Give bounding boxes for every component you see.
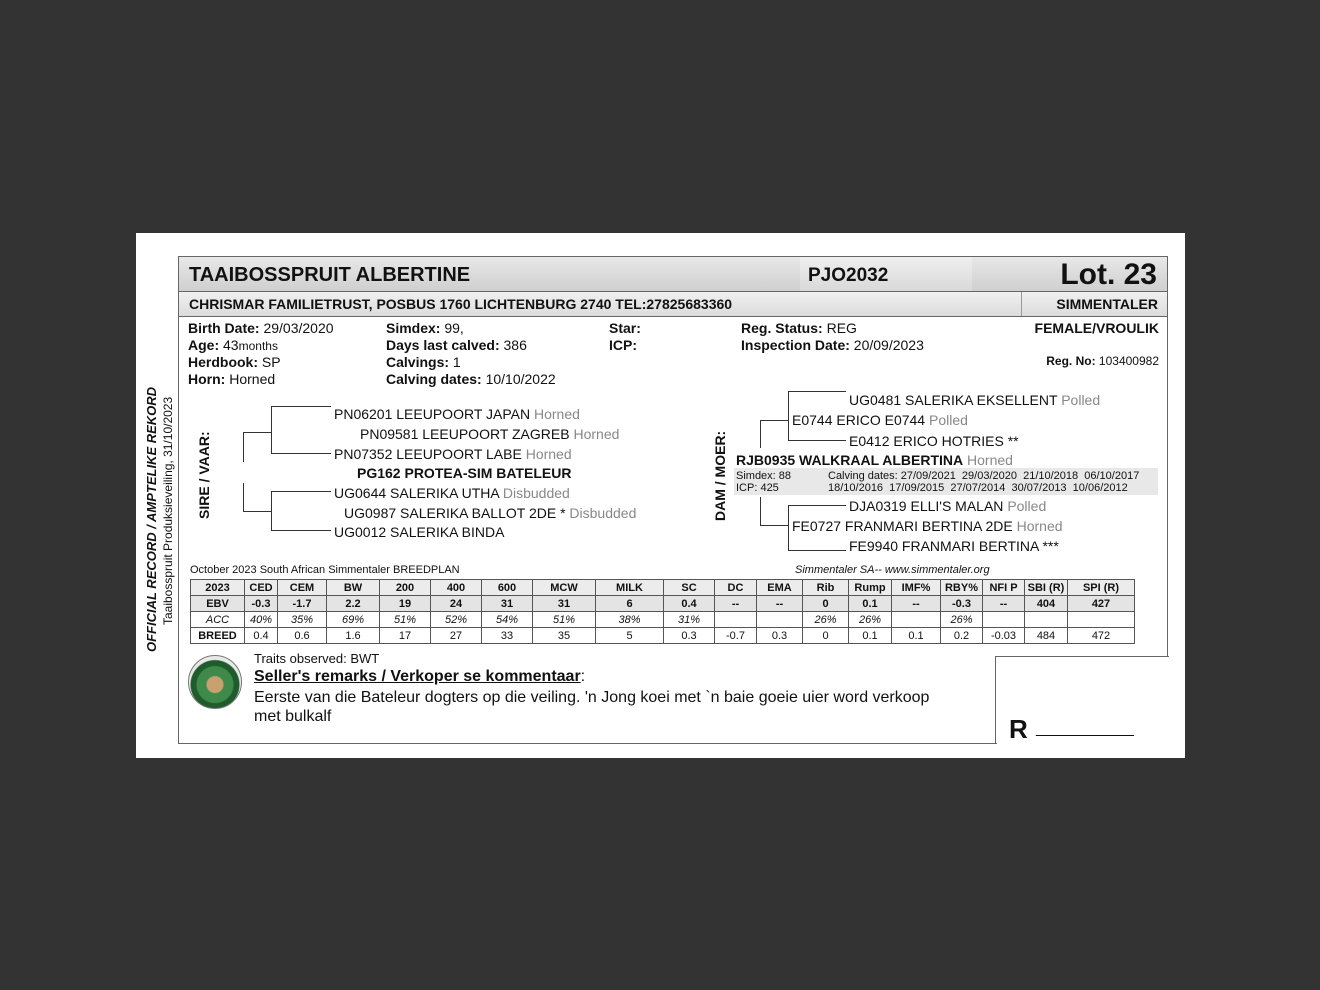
inspection-date: Inspection Date: 20/09/2023 bbox=[741, 337, 924, 353]
breedplan-breed-cell: 17 bbox=[380, 628, 431, 644]
breedplan-ebv-cell: 24 bbox=[431, 596, 482, 612]
breedplan-acc-cell bbox=[715, 612, 757, 628]
sire-dam-sire: UG0644 SALERIKA UTHA Disbudded bbox=[334, 485, 570, 501]
breedplan-ebv-row bbox=[191, 596, 1135, 612]
sire-line bbox=[271, 406, 331, 407]
breedplan-acc-cell bbox=[1025, 612, 1068, 628]
breedplan-header-cell: IMF% bbox=[892, 580, 941, 596]
simmentaler-sa-logo bbox=[188, 655, 242, 709]
breedplan-acc-cell bbox=[983, 612, 1025, 628]
breedplan-header-cell: SC bbox=[664, 580, 715, 596]
breedplan-breed-cell: 33 bbox=[482, 628, 533, 644]
owner-text: CHRISMAR FAMILIETRUST, POSBUS 1760 LICHTENBURG 2740 TEL:27825683360 bbox=[189, 296, 733, 312]
dam-icp: ICP: 425 bbox=[736, 482, 779, 494]
breedplan-header-cell: MILK bbox=[596, 580, 664, 596]
breedplan-acc-cell: 51% bbox=[380, 612, 431, 628]
breedplan-header-cell: Rib bbox=[803, 580, 849, 596]
icp-label: ICP: bbox=[609, 337, 637, 353]
breedplan-breed-cell: 35 bbox=[533, 628, 596, 644]
dam-line bbox=[788, 391, 789, 441]
breedplan-breed-cell: 0.4 bbox=[245, 628, 278, 644]
sire-line bbox=[243, 432, 244, 462]
breedplan-acc-cell: 31% bbox=[664, 612, 715, 628]
sire-name: PG162 PROTEA-SIM BATELEUR bbox=[357, 465, 572, 481]
breedplan-breed-cell: 0.1 bbox=[849, 628, 892, 644]
calving-dates: Calving dates: 10/10/2022 bbox=[386, 371, 556, 387]
sire-sire-dam: PN07352 LEEUPOORT LABE Horned bbox=[334, 446, 572, 462]
dam-line bbox=[788, 505, 846, 506]
simdex: Simdex: 99, bbox=[386, 320, 464, 336]
dam-calving-dates-1: Calving dates: 27/09/2021 29/03/2020 21/10/2018 06/10/2017 bbox=[828, 470, 1140, 482]
price-box-top bbox=[995, 656, 1169, 658]
breedplan-ebv-cell: 31 bbox=[482, 596, 533, 612]
price-box-left bbox=[995, 656, 996, 744]
remarks-line-1: Eerste van die Bateleur dogters op die veiling. 'n Jong koei met `n baie goeie uier word verkoop bbox=[254, 689, 930, 706]
dam-sire-sire: UG0481 SALERIKA EKSELLENT Polled bbox=[849, 392, 1101, 408]
breedplan-ebv-cell: -1.7 bbox=[278, 596, 327, 612]
breedplan-breed-cell: 472 bbox=[1068, 628, 1135, 644]
breedplan-ebv-cell: 0 bbox=[803, 596, 849, 612]
sex: FEMALE/VROULIK bbox=[1034, 320, 1159, 336]
sire-line bbox=[271, 406, 272, 454]
dam-simdex: Simdex: 88 bbox=[736, 470, 792, 482]
dam-sire: E0744 ERICO E0744 Polled bbox=[792, 412, 968, 428]
sire-line bbox=[243, 483, 244, 512]
sire-line bbox=[271, 453, 331, 454]
dam-line bbox=[788, 440, 846, 441]
star-label: Star: bbox=[609, 320, 641, 336]
dam-line bbox=[760, 420, 761, 448]
breedplan-ebv-cell: -0.3 bbox=[941, 596, 983, 612]
breedplan-acc-cell: 26% bbox=[941, 612, 983, 628]
breedplan-header-cell: Rump bbox=[849, 580, 892, 596]
breedplan-acc-cell: ACC bbox=[191, 612, 245, 628]
breedplan-header-cell: 600 bbox=[482, 580, 533, 596]
breedplan-header-cell: 400 bbox=[431, 580, 482, 596]
owner-bar bbox=[178, 292, 1168, 317]
dam-line bbox=[788, 505, 789, 551]
herdbook: Herdbook: SP bbox=[188, 354, 281, 370]
remarks-heading: Seller's remarks / Verkoper se kommentaar: bbox=[254, 668, 586, 685]
breedplan-ebv-cell: 6 bbox=[596, 596, 664, 612]
breedplan-breed-cell: 27 bbox=[431, 628, 482, 644]
sire-sire-sire: PN06201 LEEUPOORT JAPAN Horned bbox=[334, 406, 580, 422]
title-bar bbox=[178, 256, 1168, 292]
breedplan-breed-row bbox=[191, 628, 1135, 644]
breedplan-breed-cell: 0.1 bbox=[892, 628, 941, 644]
animal-id: PJO2032 bbox=[808, 265, 889, 286]
breedplan-breed-cell: 0.3 bbox=[757, 628, 803, 644]
price-currency: R bbox=[1009, 714, 1028, 744]
breed-name: SIMMENTALER bbox=[1056, 296, 1158, 312]
traits-observed: Traits observed: BWT bbox=[254, 651, 380, 666]
animal-name: TAAIBOSSPRUIT ALBERTINE bbox=[189, 264, 471, 286]
breedplan-acc-cell: 54% bbox=[482, 612, 533, 628]
breedplan-acc-cell bbox=[1068, 612, 1135, 628]
dam-calving-dates-2: 18/10/2016 17/09/2015 27/07/2014 30/07/2013 10/06/2012 bbox=[828, 482, 1128, 494]
breedplan-acc-cell: 69% bbox=[327, 612, 380, 628]
sire-line bbox=[271, 530, 331, 531]
breedplan-header-cell: NFI P bbox=[983, 580, 1025, 596]
breedplan-acc-cell: 40% bbox=[245, 612, 278, 628]
breedplan-acc-cell: 51% bbox=[533, 612, 596, 628]
owner-divider bbox=[1021, 292, 1022, 316]
remarks-line-2: met bulkalf bbox=[254, 708, 332, 725]
breedplan-header-cell: 200 bbox=[380, 580, 431, 596]
official-record-label: OFFICIAL RECORD / AMPTELIKE REKORD bbox=[144, 386, 159, 652]
calvings: Calvings: 1 bbox=[386, 354, 461, 370]
breedplan-breed-cell: 1.6 bbox=[327, 628, 380, 644]
breedplan-acc-cell bbox=[757, 612, 803, 628]
breedplan-ebv-cell: 0.4 bbox=[664, 596, 715, 612]
sire-dam: UG0987 SALERIKA BALLOT 2DE * Disbudded bbox=[344, 505, 637, 521]
breedplan-breed-cell: -0.03 bbox=[983, 628, 1025, 644]
dam-line bbox=[760, 420, 788, 421]
sire-line bbox=[271, 491, 331, 492]
reg-number: Reg. No: 103400982 bbox=[1046, 354, 1159, 368]
breedplan-breed-cell: BREED bbox=[191, 628, 245, 644]
breedplan-acc-row bbox=[191, 612, 1135, 628]
dam-line bbox=[760, 497, 761, 525]
price-blank: ___________ bbox=[1036, 720, 1134, 737]
age: Age: 43months bbox=[188, 337, 278, 353]
dam-dam-dam: FE9940 FRANMARI BERTINA *** bbox=[849, 538, 1059, 554]
breedplan-acc-cell: 26% bbox=[803, 612, 849, 628]
breedplan-breed-cell: 0.2 bbox=[941, 628, 983, 644]
breedplan-ebv-cell: 427 bbox=[1068, 596, 1135, 612]
dam-line bbox=[788, 550, 846, 551]
breedplan-header-cell: MCW bbox=[533, 580, 596, 596]
breedplan-acc-cell: 35% bbox=[278, 612, 327, 628]
sale-label: Taaibosspruit Produksieveiling, 31/10/2023 bbox=[161, 396, 175, 625]
sire-line bbox=[271, 491, 272, 531]
breedplan-header-cell: CEM bbox=[278, 580, 327, 596]
dam-dam: FE0727 FRANMARI BERTINA 2DE Horned bbox=[792, 518, 1063, 534]
dam-dam-sire: DJA0319 ELLI'S MALAN Polled bbox=[849, 498, 1047, 514]
breedplan-acc-cell: 52% bbox=[431, 612, 482, 628]
dam-side-label: DAM / MOER: bbox=[712, 430, 728, 521]
horn: Horn: Horned bbox=[188, 371, 276, 387]
birth-date: Birth Date: 29/03/2020 bbox=[188, 320, 334, 336]
breedplan-header-cell: SBI (R) bbox=[1025, 580, 1068, 596]
breedplan-table bbox=[190, 579, 1135, 644]
breedplan-acc-cell: 26% bbox=[849, 612, 892, 628]
breedplan-ebv-cell: -- bbox=[892, 596, 941, 612]
breedplan-header-cell: CED bbox=[245, 580, 278, 596]
breedplan-ebv-cell: EBV bbox=[191, 596, 245, 612]
sire-line bbox=[243, 432, 271, 433]
sire-dam-dam: UG0012 SALERIKA BINDA bbox=[334, 524, 505, 540]
dam-line bbox=[760, 525, 788, 526]
breedplan-header-cell: DC bbox=[715, 580, 757, 596]
breedplan-acc-cell bbox=[892, 612, 941, 628]
breedplan-ebv-cell: 31 bbox=[533, 596, 596, 612]
breedplan-header-cell: RBY% bbox=[941, 580, 983, 596]
breedplan-breed-cell: 484 bbox=[1025, 628, 1068, 644]
breedplan-header-cell: EMA bbox=[757, 580, 803, 596]
dam-line bbox=[788, 391, 846, 392]
breedplan-breed-cell: 0.6 bbox=[278, 628, 327, 644]
breedplan-breed-cell: 5 bbox=[596, 628, 664, 644]
sire-side-label: SIRE / VAAR: bbox=[196, 431, 212, 519]
breedplan-site: Simmentaler SA-- www.simmentaler.org bbox=[795, 564, 990, 576]
breedplan-ebv-cell: -- bbox=[983, 596, 1025, 612]
breedplan-ebv-cell: -- bbox=[757, 596, 803, 612]
reg-status: Reg. Status: REG bbox=[741, 320, 857, 336]
lot-number: Lot. 23 bbox=[1060, 258, 1157, 291]
breedplan-ebv-cell: 0.1 bbox=[849, 596, 892, 612]
breedplan-header-row bbox=[191, 580, 1135, 596]
breedplan-ebv-cell: -- bbox=[715, 596, 757, 612]
breedplan-ebv-cell: 2.2 bbox=[327, 596, 380, 612]
breedplan-breed-cell: 0.3 bbox=[664, 628, 715, 644]
breedplan-ebv-cell: 19 bbox=[380, 596, 431, 612]
breedplan-title: October 2023 South African Simmentaler BREEDPLAN bbox=[190, 564, 460, 576]
breedplan-header-cell: BW bbox=[327, 580, 380, 596]
breedplan-header-cell: SPI (R) bbox=[1068, 580, 1135, 596]
sire-sire: PN09581 LEEUPOORT ZAGREB Horned bbox=[360, 426, 620, 442]
dam-name: RJB0935 WALKRAAL ALBERTINA Horned bbox=[736, 452, 1013, 468]
breedplan-breed-cell: -0.7 bbox=[715, 628, 757, 644]
breedplan-ebv-cell: -0.3 bbox=[245, 596, 278, 612]
breedplan-breed-cell: 0 bbox=[803, 628, 849, 644]
breedplan-acc-cell: 38% bbox=[596, 612, 664, 628]
sire-line bbox=[243, 511, 271, 512]
days-last-calved: Days last calved: 386 bbox=[386, 337, 527, 353]
breedplan-ebv-cell: 404 bbox=[1025, 596, 1068, 612]
breedplan-header-cell: 2023 bbox=[191, 580, 245, 596]
dam-sire-dam: E0412 ERICO HOTRIES ** bbox=[849, 433, 1019, 449]
